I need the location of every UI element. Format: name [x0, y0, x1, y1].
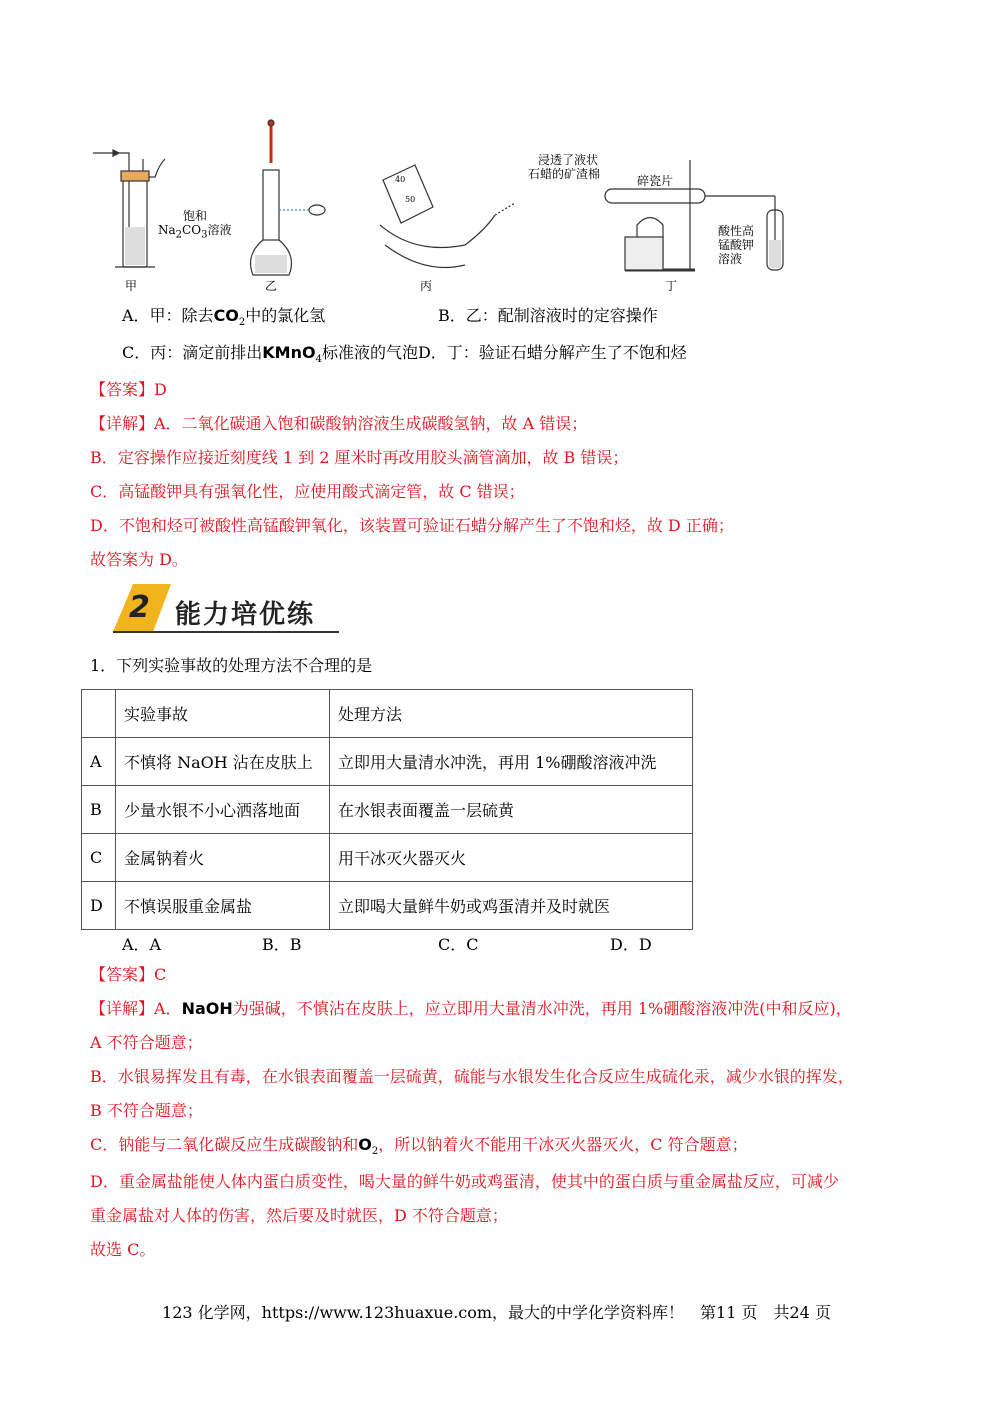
- ding-label-kmno4-1: 酸性高: [718, 224, 755, 238]
- table-cell: A: [82, 738, 116, 786]
- section-banner: [113, 584, 343, 634]
- ding-label-kmno4-3: 溶液: [718, 252, 743, 266]
- q0-answer: 【答案】D: [90, 380, 167, 399]
- table-cell: D: [82, 882, 116, 930]
- figure-label-yi: 乙: [265, 279, 278, 293]
- page-footer: 123 化学网，https://www.123huaxue.com，最大的中学化学资料库！ 第11 页 共24 页: [162, 1303, 831, 1322]
- q1-detail-c: C．钠能与二氧化碳反应生成碳酸钠和$O_2$，所以钠着火不能用干冰灭火器灭火，C 符合题意；: [90, 1135, 748, 1158]
- table-cell: 用干冰灭火器灭火: [330, 834, 693, 882]
- q1-detail-end: 故选 C。: [90, 1240, 156, 1259]
- apparatus-drawing: [85, 115, 805, 295]
- bing-scale-top: 40: [395, 175, 406, 184]
- table-cell: C: [82, 834, 116, 882]
- q1-detail-d-1: D．重金属盐能使人体内蛋白质变性，喝大量的鲜牛奶或鸡蛋清，使其中的蛋白质与重金属盐反应，可减少: [90, 1172, 839, 1191]
- figure-label-jia: 甲: [125, 279, 138, 293]
- ding-label-paraffin-1: 浸透了液状: [538, 153, 599, 167]
- q1-detail-d-2: 重金属盐对人体的伤害，然后要及时就医，D 不符合题意；: [90, 1206, 508, 1225]
- table-cell: 立即喝大量鲜牛奶或鸡蛋清并及时就医: [330, 882, 693, 930]
- ding-label-porcelain: 碎瓷片: [637, 174, 674, 188]
- table-cell: 不慎将 NaOH 沾在皮肤上: [116, 738, 330, 786]
- q1-detail-a-1: 【详解】A．NaOH为强碱，不慎沾在皮肤上，应立即用大量清水冲洗，再用 1%硼酸溶液冲洗(中和反应)，: [90, 999, 852, 1018]
- table-header-cell: 实验事故: [116, 690, 330, 738]
- table-row: [82, 882, 693, 930]
- table-header-cell: 处理方法: [330, 690, 693, 738]
- table-row: [82, 738, 693, 786]
- q1-answer: 【答案】C: [90, 965, 167, 984]
- q0-option-c-d: C．丙：滴定前排出KMnO$_4$标准液的气泡D．丁：验证石蜡分解产生了不饱和烃: [122, 343, 687, 366]
- section-title: 能力培优练: [175, 600, 316, 630]
- table-row: [82, 834, 693, 882]
- q1-detail-b-2: B 不符合题意；: [90, 1101, 203, 1120]
- table-header-cell: [82, 690, 116, 738]
- jia-reagent-label-1: 饱和: [183, 209, 208, 223]
- q0-detail-1: 【详解】A．二氧化碳通入饱和碳酸钠溶液生成碳酸氢钠，故 A 错误；: [90, 414, 588, 433]
- jia-reagent-label-2: $Na_2CO_3$溶液: [158, 223, 232, 241]
- q0-detail-2: B．定容操作应接近刻度线 1 到 2 厘米时再改用胶头滴管滴加，故 B 错误；: [90, 448, 629, 467]
- q1-option-a: A．A: [122, 935, 162, 954]
- q0-detail-3: C．高锰酸钾具有强氧化性，应使用酸式滴定管，故 C 错误；: [90, 482, 525, 501]
- table-cell: B: [82, 786, 116, 834]
- table-cell: 金属钠着火: [116, 834, 330, 882]
- apparatus-figures: [85, 115, 805, 295]
- q1-stem: 1．下列实验事故的处理方法不合理的是: [90, 656, 373, 675]
- q1-detail-b-1: B．水银易挥发且有毒，在水银表面覆盖一层硫黄，硫能与水银发生化合反应生成硫化汞，减少水银的挥发，: [90, 1067, 854, 1086]
- q1-option-b: B．B: [262, 935, 302, 954]
- bing-scale-bottom: 50: [405, 195, 416, 204]
- q0-detail-4: D．不饱和烃可被酸性高锰酸钾氧化，该装置可验证石蜡分解产生了不饱和烃，故 D 正确；: [90, 516, 734, 535]
- table-cell: 不慎误服重金属盐: [116, 882, 330, 930]
- ding-label-kmno4-2: 锰酸钾: [718, 238, 755, 252]
- table-cell: 立即用大量清水冲洗，再用 1%硼酸溶液冲洗: [330, 738, 693, 786]
- q1-option-d: D．D: [610, 935, 652, 954]
- q0-option-a: A．甲：除去$CO_2$中的氯化氢: [122, 306, 326, 329]
- table-header-row: [82, 690, 693, 738]
- table-cell: 少量水银不小心洒落地面: [116, 786, 330, 834]
- ding-label-paraffin-2: 石蜡的矿渣棉: [528, 167, 601, 181]
- table-row: [82, 786, 693, 834]
- q0-detail-5: 故答案为 D。: [90, 550, 188, 569]
- q1-table: [81, 689, 693, 930]
- q1-detail-a-2: A 不符合题意；: [90, 1033, 203, 1052]
- figure-label-bing: 丙: [420, 279, 433, 293]
- section-number: 2: [129, 590, 150, 625]
- table-cell: 在水银表面覆盖一层硫黄: [330, 786, 693, 834]
- figure-label-ding: 丁: [665, 279, 678, 293]
- q0-option-b: B．乙：配制溶液时的定容操作: [438, 306, 658, 325]
- q1-option-c: C．C: [438, 935, 479, 954]
